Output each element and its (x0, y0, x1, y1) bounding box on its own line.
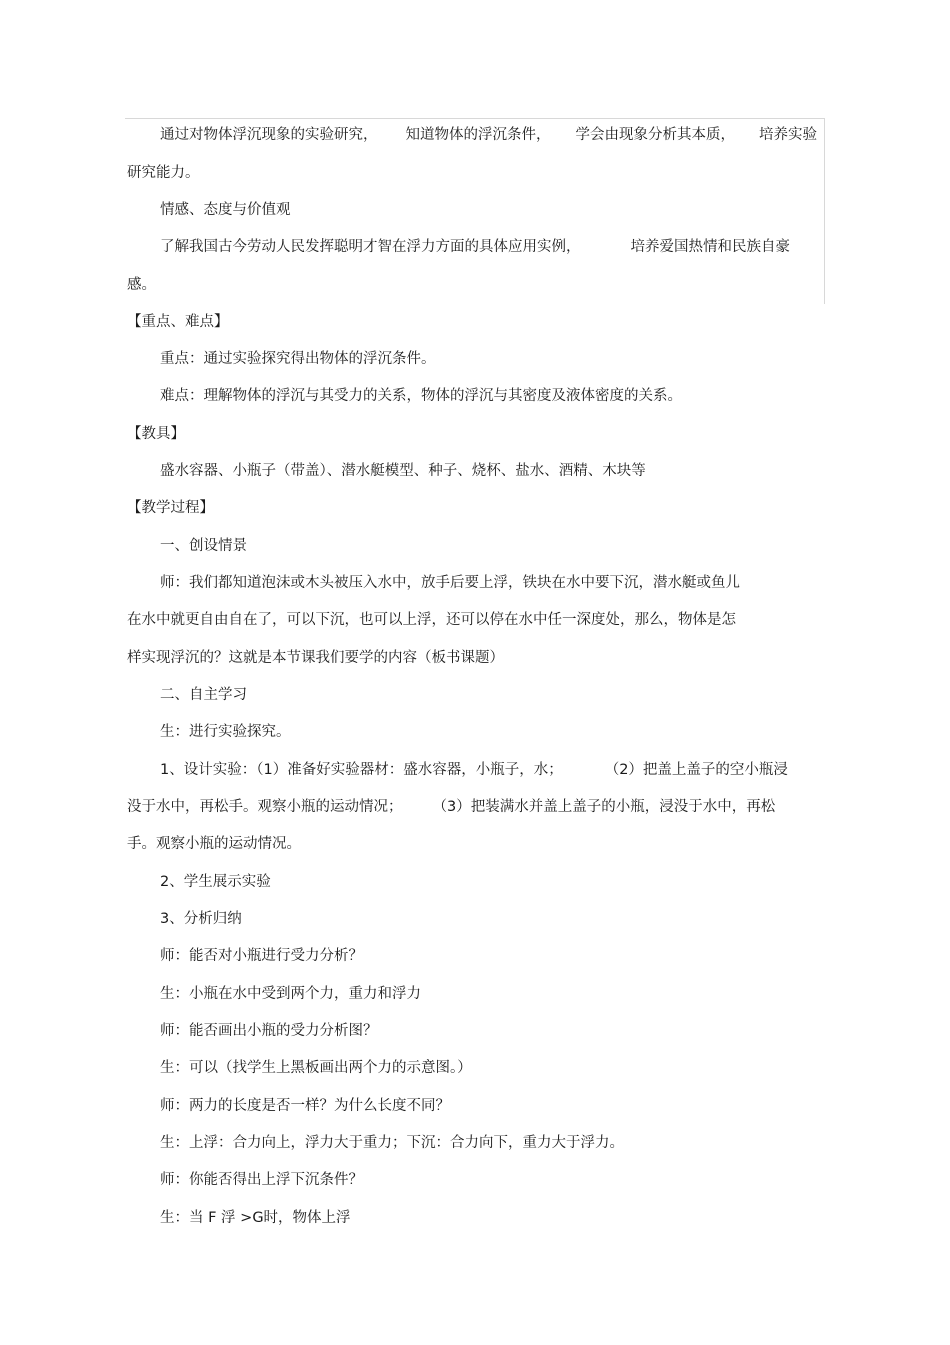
process-heading: 【教学过程】 (127, 500, 214, 516)
objective-text-d: 培养实验 (759, 127, 817, 143)
key-points-heading: 【重点、难点】 (127, 314, 229, 330)
tools-heading: 【教具】 (127, 426, 185, 442)
experiment-step-a: 1、设计实验：（1）准备好实验器材：盛水容器，小瓶子，水； (160, 762, 563, 778)
objectives-line-5: 感。 (127, 277, 156, 293)
dialogue-line: 师：能否画出小瓶的受力分析图？ (160, 1023, 378, 1039)
attitude-text-b: 培养爱国热情和民族自豪 (630, 239, 790, 255)
dialogue-line: 生：当 F 浮 >G时，物体上浮 (160, 1210, 351, 1226)
dialogue-line: 生：可以（找学生上黑板画出两个力的示意图。） (160, 1060, 472, 1076)
section-2-line-3 (127, 797, 775, 817)
key-point: 重点：通过实验探究得出物体的浮沉条件。 (160, 351, 436, 367)
experiment-step-b: （2）把盖上盖子的空小瓶浸 (604, 762, 788, 778)
section-2-line-4: 手。观察小瓶的运动情况。 (127, 836, 301, 852)
section-2-title: 二、自主学习 (160, 687, 247, 703)
attitude-text-a: 了解我国古今劳动人民发挥聪明才智在浮力方面的具体应用实例， (160, 239, 581, 255)
section-2-line-1: 生：进行实验探究。 (160, 724, 291, 740)
objectives-line-4 (160, 237, 790, 257)
section-2-line-2 (160, 760, 788, 780)
dialogue-line: 师：两力的长度是否一样？为什么长度不同？ (160, 1098, 450, 1114)
dialogue-line: 师：能否对小瓶进行受力分析？ (160, 948, 363, 964)
objective-text-c: 学会由现象分析其本质， (575, 127, 735, 143)
section-1-title: 一、创设情景 (160, 538, 247, 554)
experiment-step-c: 没于水中，再松手。观察小瓶的运动情况； (127, 799, 403, 815)
objectives-line-2: 研究能力。 (127, 165, 200, 181)
section-2-line-5: 2、学生展示实验 (160, 874, 271, 890)
dialogue-line: 师：你能否得出上浮下沉条件？ (160, 1172, 363, 1188)
table-border-top (125, 118, 825, 119)
experiment-step-d: （3）把装满水并盖上盖子的小瓶，浸没于水中，再松 (432, 799, 776, 815)
difficult-point: 难点：理解物体的浮沉与其受力的关系，物体的浮沉与其密度及液体密度的关系。 (160, 388, 682, 404)
attitude-heading: 情感、态度与价值观 (160, 202, 291, 218)
objectives-line-1 (160, 125, 817, 145)
dialogue-line: 生：上浮：合力向上，浮力大于重力；下沉：合力向下，重力大于浮力。 (160, 1135, 624, 1151)
section-1-paragraph-line-2: 在水中就更自由自在了，可以下沉，也可以上浮，还可以停在水中任一深度处，那么，物体是怎 (127, 612, 736, 628)
table-border-right (824, 118, 825, 304)
dialogue-line: 生：小瓶在水中受到两个力，重力和浮力 (160, 986, 421, 1002)
tools-list: 盛水容器、小瓶子（带盖）、潜水艇模型、种子、烧杯、盐水、酒精、木块等 (160, 463, 646, 479)
objective-text-a: 通过对物体浮沉现象的实验研究， (160, 127, 378, 143)
objective-text-b: 知道物体的浮沉条件， (405, 127, 551, 143)
section-1-paragraph-line-1: 师：我们都知道泡沫或木头被压入水中，放手后要上浮，铁块在水中要下沉，潜水艇或鱼儿 (160, 575, 740, 591)
section-2-line-6: 3、分析归纳 (160, 911, 242, 927)
section-1-paragraph-line-3: 样实现浮沉的？这就是本节课我们要学的内容（板书课题） (127, 650, 504, 666)
